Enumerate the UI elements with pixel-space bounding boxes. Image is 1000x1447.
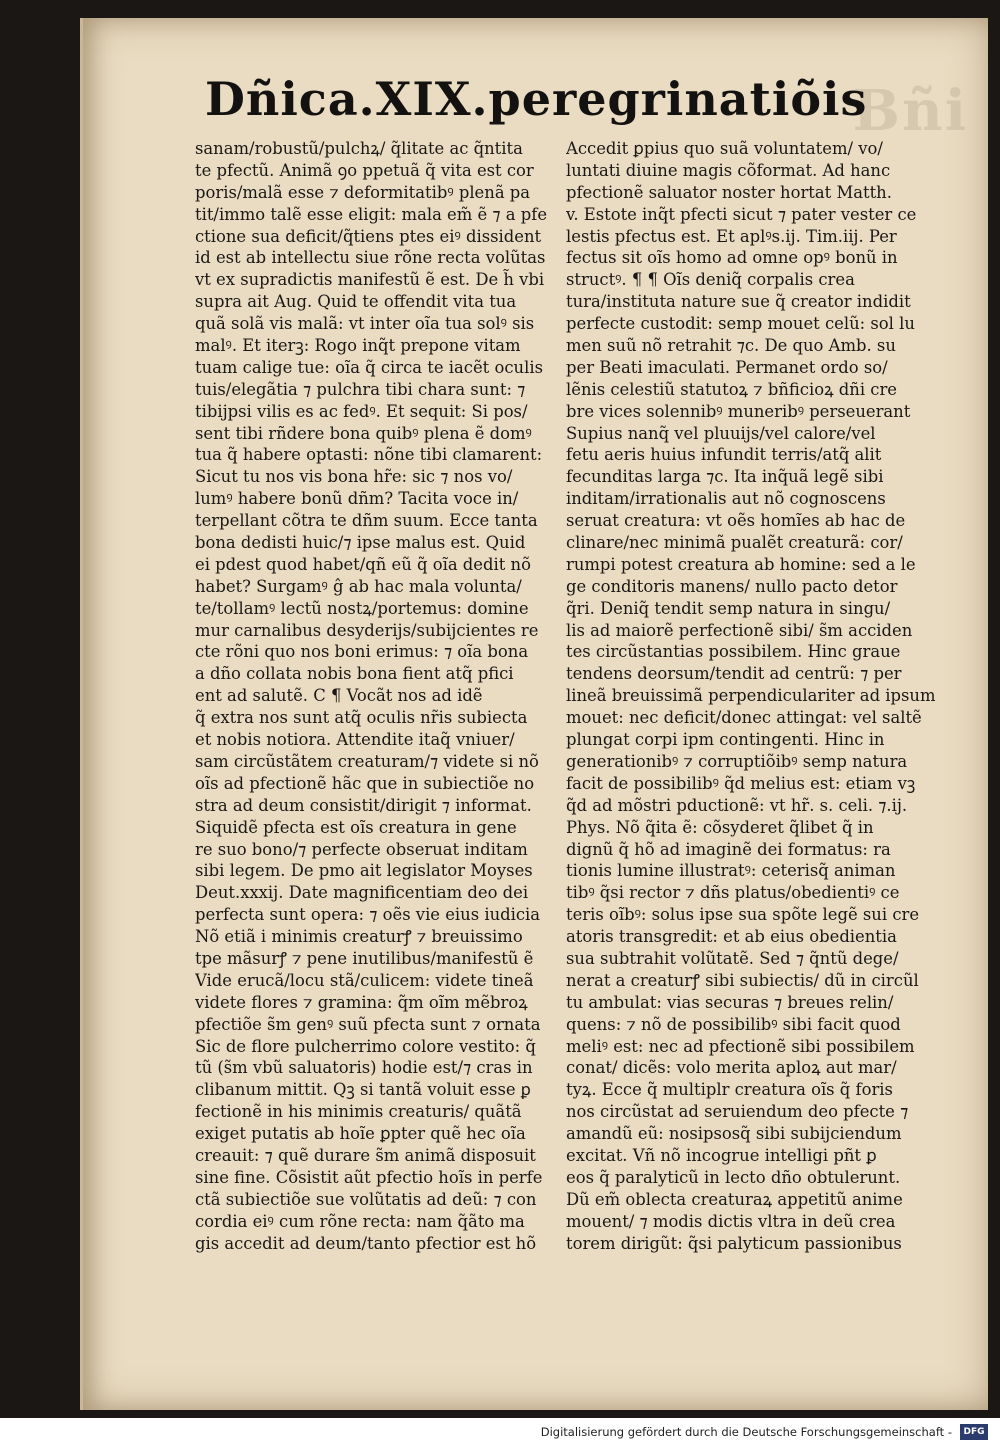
text-line: videte flores ⁊ gramina: q̃m oĩm mẽbroꝝ [195, 992, 528, 1012]
text-line: v. Estote inq̃t pfecti sicut ⁊ pater vester ce [566, 204, 917, 224]
text-line: Dũ em̃ oblecta creaturaꝝ appetitũ anime [566, 1189, 903, 1209]
text-line: sine fine. Cõsistit aũt pfectio hoĩs in perfe [195, 1167, 543, 1187]
text-line: Sic de flore pulcherrimo colore vestito: q̃ [195, 1036, 536, 1056]
text-line: tua q̃ habere optasti: nõne tibi clamarent: [195, 445, 543, 465]
text-line: lẽnis celestiũ statutoꝝ ⁊ bñficioꝝ dñi cre [566, 379, 897, 399]
text-line: lis ad maiorẽ perfectionẽ sibi/ s̃m acciden [566, 620, 913, 640]
text-line: oĩs ad pfectionẽ hãc que in subiectiõe no [195, 773, 535, 793]
text-line: exiget putatis ab hoĩe ꝑpter quẽ hec oĩa [195, 1124, 526, 1144]
text-line: dignũ q̃ hõ ad imaginẽ dei formatus: ra [566, 839, 891, 859]
text-line: structꝰ. ¶ ¶ Oĩs deniq̃ corpalis crea [566, 270, 855, 290]
text-line: re suo bono/⁊ perfecte obseruat inditam [195, 839, 528, 859]
text-line: et nobis notiora. Attendite itaq̃ vniuer/ [195, 730, 515, 750]
text-line: luntati diuine magis cõformat. Ad hanc [566, 160, 891, 180]
text-line: stra ad deum consistit/dirigit ⁊ informat. [195, 795, 532, 815]
text-line: tionis lumine illustratꝰ: ceterisq̃ animan [566, 861, 896, 881]
text-line: terpellant cõtra te dñm suum. Ecce tanta [195, 511, 538, 531]
text-line: sanam/robustũ/pulchꝝ/ q̃litate ac q̃ntita [195, 139, 523, 158]
text-line: pfectiõe s̃m genꝰ suũ pfecta sunt ⁊ ornata [195, 1014, 541, 1034]
text-line: plungat corpi ipm contingenti. Hinc in [566, 730, 885, 750]
text-line: a dño collata nobis bona fient atq̃ pfici [195, 664, 514, 684]
text-line: clibanum mittit. Qꝫ si tantã voluit esse ꝑ [195, 1080, 531, 1100]
text-line: ctione sua deficit/q̃tiens ptes eiꝰ dissident [195, 226, 542, 246]
text-line: Nõ etiã i minimis creaturꝭ ⁊ breuissimo [195, 927, 523, 947]
text-line: generationibꝰ ⁊ corruptiõibꝰ semp natura [566, 751, 908, 771]
text-line: tes circũstantias possibilem. Hinc graue [566, 642, 901, 662]
text-line: poris/malã esse ⁊ deformitatibꝰ plenã pa [195, 182, 531, 202]
text-line: Phys. Nõ q̃ita ẽ: cõsyderet q̃libet q̃ in [566, 817, 874, 837]
text-line: tibꝰ q̃si rector ⁊ dñs platus/obedientiꝰ ce [566, 883, 900, 903]
text-line: Siquidẽ pfecta est oĩs creatura in gene [195, 817, 517, 837]
text-line: sam circũstãtem creaturam/⁊ videte si nõ [195, 751, 539, 771]
text-line: tibijpsi vilis es ac fedꝰ. Et sequit: Si pos/ [195, 401, 528, 421]
text-line: mouent/ ⁊ modis dictis vltra in deũ crea [566, 1211, 896, 1231]
text-line: q̃ extra nos sunt atq̃ oculis nr̃is subiecta [195, 708, 528, 728]
text-line: fecunditas larga ⁊c. Ita inq̃uã legẽ sibi [566, 467, 884, 487]
text-line: id est ab intellectu siue rõne recta volũtas [195, 248, 546, 268]
text-line: facit de possibilibꝰ q̃d melius est: etiam vꝫ [566, 773, 916, 793]
footer-bar [0, 1418, 1000, 1447]
text-line: habet? Surgamꝰ ĝ ab hac mala volunta/ [195, 576, 522, 596]
text-line: nerat a creaturꝭ sibi subiectis/ dũ in circũl [566, 970, 919, 990]
text-line: ent ad salutẽ. C ¶ Vocãt nos ad idẽ [195, 686, 483, 706]
text-line: cordia eiꝰ cum rõne recta: nam q̃ãto ma [195, 1211, 525, 1231]
dfg-logo: DFG [960, 1424, 988, 1440]
text-line: tũ (s̃m vbũ saluatoris) hodie est/⁊ cras in [195, 1058, 533, 1078]
text-line: tuis/elegãtia ⁊ pulchra tibi chara sunt: ⁊ [195, 379, 526, 399]
text-line: amandũ eũ: nosipsosq̃ sibi subijciendum [566, 1124, 902, 1144]
text-line: quã solã vis malã: vt inter oĩa tua solꝰ sis [195, 314, 535, 334]
text-line: per Beati imaculati. Permanet ordo so/ [566, 357, 888, 377]
text-line: tit/immo talẽ esse eligit: mala em̃ ẽ ⁊ a pfe [195, 204, 548, 224]
text-line: supra ait Aug. Quid te offendit vita tua [195, 292, 517, 312]
text-line: Deut.xxxij. Date magnificentiam deo dei [195, 883, 529, 903]
text-line: quens: ⁊ nõ de possibilibꝰ sibi facit quod [566, 1014, 901, 1034]
text-line: ctã subiectiõe sue volũtatis ad deũ: ⁊ con [195, 1189, 537, 1209]
text-line: tu ambulat: vias securas ⁊ breues relin/ [566, 992, 894, 1012]
left-text-column [195, 138, 570, 1254]
funding-notice: Digitalisierung gefördert durch die Deutsche Forschungsgemeinschaft - [540, 1425, 952, 1439]
text-line: lineã breuissimã perpendiculariter ad ipsum [566, 686, 936, 706]
text-line: fectionẽ in his minimis creaturis/ quãtã [195, 1102, 522, 1122]
text-line: mur carnalibus desyderijs/subijcientes re [195, 620, 539, 640]
text-line: sent tibi rñdere bona quibꝰ plena ẽ domꝰ [195, 423, 532, 443]
text-line: excitat. Vñ nõ incogrue intelligi pñt ꝑ [566, 1145, 877, 1165]
text-line: teris oĩbꝰ: solus ipse sua spõte legẽ sui cre [566, 905, 920, 925]
text-line: Vide erucã/locu stã/culicem: videte tineã [195, 970, 534, 990]
text-line: bona dedisti huic/⁊ ipse malus est. Quid [195, 533, 526, 553]
text-line: inditam/irrationalis aut nõ cognoscens [566, 489, 886, 509]
text-line: tendens deorsum/tendit ad centrũ: ⁊ per [566, 664, 902, 684]
text-line: malꝰ. Et iterꝫ: Rogo inq̃t prepone vitam [195, 336, 521, 356]
text-line: men suũ nõ retrahit ⁊c. De quo Amb. su [566, 336, 896, 356]
text-line: sibi legem. De pmo ait legislator Moyses [195, 861, 533, 881]
text-line: gis accedit ad deum/tanto pfectior est hõ [195, 1233, 537, 1253]
text-line: perfecte custodit: semp mouet celũ: sol lu [566, 314, 915, 334]
text-line: tpe mãsurꝭ ⁊ pene inutilibus/manifestũ ẽ [195, 948, 534, 968]
text-line: Supius nanq̃ vel pluuijs/vel calore/vel [566, 423, 876, 443]
text-line: lumꝰ habere bonũ dñm? Tacita voce in/ [195, 489, 519, 509]
text-line: ge conditoris manens/ nullo pacto detor [566, 576, 898, 596]
text-line: lestis pfectus est. Et aplꝰs.ij. Tim.iij. Per [566, 226, 897, 246]
text-line: fectus sit oĩs homo ad omne opꝰ bonũ in [566, 248, 898, 268]
show-through-text: Bñi [852, 78, 968, 144]
text-line: Sicut tu nos vis bona hr̃e: sic ⁊ nos vo/ [195, 467, 513, 487]
text-line: Accedit ꝑpius quo suã voluntatem/ vo/ [566, 139, 883, 158]
text-line: meliꝰ est: nec ad pfectionẽ sibi possibilem [566, 1036, 915, 1056]
text-line: clinare/nec minimã pualẽt creaturã: cor/ [566, 533, 903, 553]
text-line: q̃d ad mõstri pductionẽ: vt hr̃. s. celi. ⁊.ij. [566, 795, 908, 815]
text-line: eos q̃ paralyticũ in lecto dño obtulerunt. [566, 1167, 901, 1187]
text-line: nos circũstat ad seruiendum deo pfecte ⁊ [566, 1102, 909, 1122]
text-line: creauit: ⁊ quẽ durare s̃m animã disposuit [195, 1145, 536, 1165]
text-line: fetu aeris huius infundit terris/atq̃ alit [566, 445, 882, 465]
text-line: atoris transgredit: et ab eius obedientia [566, 927, 897, 947]
text-line: tura/instituta nature sue q̃ creator indidit [566, 292, 911, 312]
text-line: conat/ dicẽs: volo merita aploꝝ aut mar/ [566, 1058, 897, 1078]
text-line: ei pdest quod habet/qñ eũ q̃ oĩa dedit nõ [195, 554, 531, 574]
text-line: cte rõni quo nos boni erimus: ⁊ oĩa bona [195, 642, 529, 662]
text-line: q̃ri. Deniq̃ tendit semp natura in singu/ [566, 598, 891, 618]
text-line: seruat creatura: vt oẽs homĩes ab hac de [566, 511, 906, 531]
text-line: te pfectũ. Animã ꝯo ppetuã q̃ vita est cor [195, 160, 534, 180]
text-line: perfecta sunt opera: ⁊ oẽs vie eius iudicia [195, 905, 541, 925]
text-line: bre vices solennibꝰ muneribꝰ perseuerant [566, 401, 911, 421]
text-line: rumpi potest creatura ab homine: sed a le [566, 554, 916, 574]
text-line: vt ex supradictis manifestũ ẽ est. De h̃ vbi [195, 270, 545, 290]
text-line: te/tollamꝰ lectũ nostꝝ/portemus: domine [195, 598, 529, 618]
text-line: tyꝝ. Ecce q̃ multiplr creatura oĩs q̃ foris [566, 1080, 893, 1100]
text-line: pfectionẽ saluator noster hortat Matth. [566, 182, 892, 202]
text-line: sua subtrahit volũtatẽ. Sed ⁊ q̃ntũ dege/ [566, 948, 899, 968]
page-heading: Dñica.XIX.peregrinatiõis [205, 72, 868, 126]
right-text-column [566, 138, 938, 1254]
text-line: torem dirigũt: q̃si palyticum passionibus [566, 1233, 902, 1253]
text-line: mouet: nec deficit/donec attingat: vel saltẽ [566, 708, 922, 728]
text-line: tuam calige tue: oĩa q̃ circa te iacẽt oculis [195, 357, 543, 377]
